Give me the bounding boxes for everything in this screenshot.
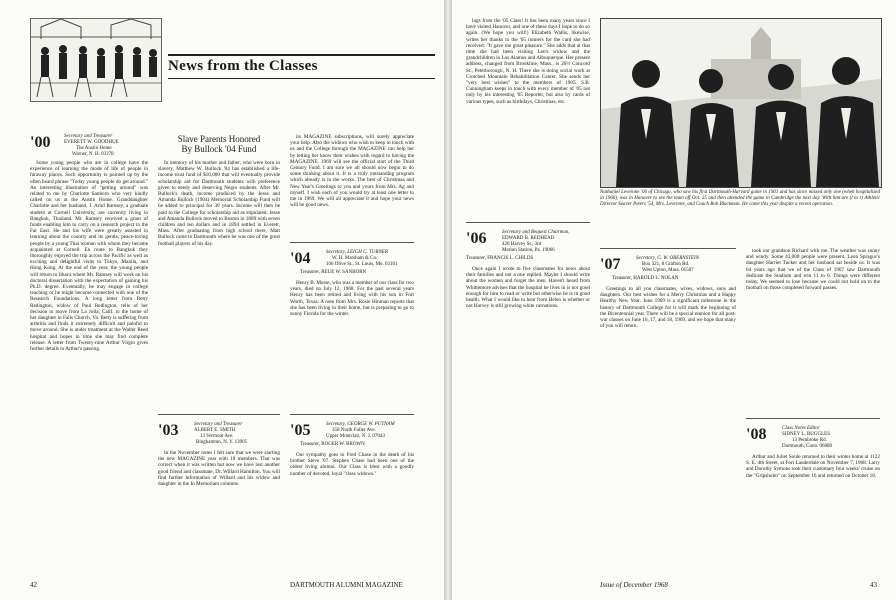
col3-text: its MAGAZINE subscriptions, will surely appreciate your help. Also the widows who wish to keep in touch with us and the College through the MAGAZINE can help her by letting her know their wishes with regard to having the MAGAZINE. 1969 will see the official start of the Third Century Fund. I am sure we all should now begin to do some thinking about it. It is a truly outstanding program which already is in the works. The best of Christmas and New Year's Greetings to you and yours from Mrs. Ag and myself. I wish each of you would try at least one letter to me in 1969. We will all appreciate it and hope your news will be good news. [290, 134, 414, 209]
story-title-line1: Slave Parents Honored [177, 134, 261, 144]
divider-1903 [158, 414, 280, 415]
class-address2-1908: Dartmouth, Conn. 06880 [782, 444, 832, 449]
class-treasurer-1907: Treasurer, HAROLD L. NOLAN [612, 276, 679, 281]
class-address2-1906: Merion Station, Pa. 19066 [502, 248, 555, 253]
right-col4-text: took our grandson Richard with me. The weather was sunny and windy. Some 43,000 people were present. Leon Spraguc's daughter Harriet Tucker and her husband sat beside us. It was 64 years ago that we of the Class of 1907 saw Dartmouth dedicate the Stadium and win 11 to 0. Things were different today. We seemed to lose because we could not hold on to the football on those completed forward passes. [746, 248, 880, 292]
class-1904-body [290, 280, 414, 406]
class-role-1905: Secretary, GEORGE W. PUTNAM [326, 422, 395, 427]
page-number-right: 43 [870, 581, 877, 589]
class-1904-text: Henry B. Morse, who was a member of our class for two years, died on July 12, 1968. For the past several years Henry has been retired and living with his son in Fort Worth, Texas. A note from Mrs. Rosie Hinman reports that she has been living in their home, but is preparing to go to sunny Florida for the winter. [290, 280, 414, 318]
class-1903-body [158, 450, 280, 576]
class-role-1903: Secretary and Treasurer [194, 422, 243, 427]
class-treasurer-1906: Treasurer, FRANCIS L. CHILDS [466, 256, 534, 261]
class-address1-1900: The Austin Home [76, 146, 112, 151]
class-name-1904: W. H. Marsham & Co. [332, 256, 378, 261]
class-1900-text: Some young people who are in college have the experience of learning the mode of life of people in faraway places. Such opportunity is pointed up by the often heard phrase "Today young people do get around." An interesting illustration of "getting around" was related to me by Charlotte Sanborn who very kindly called on us at the Austin Home. Granddaughter Charlotte and her husband, J. Arnd Ramsey, a graduate student at Cornell University, are currently living in Bangkok, Thailand. Mr. Ramsey received a grant of funds enabling him to carry on a research project in the Far East. He and his wife were greatly assisted in learning about the country and its gentle, peace-loving people by a young Thai woman with whom they became acquainted at Cornell. En route to Bangkok they thoroughly enjoyed the trip across the Pacific as well as exciting and delightful visits to Tokyo, Manila, and Hong Kong. At the end of the year, the young people will return to Ithaca where Mr. Ramsey will work on his doctoral dissertation with the expectation of gaining his Ph.D. degree. Eventually, he may engage in college teaching or he might become connected with one of the Research Foundations. A long letter from Betty Redington, widow of Paul Redington, tells of her decision to move from La Jolla, Calif. to the home of her daughter in Falls Church, Va. Betty is suffering from arthritis and finds it extremely difficult and painful to move around. She is under treatment at the Walter Reed hospital and hopes in time she may find complete release. A letter from Twenty-nine Arthur Virgin gives further details to Arthur's passing. [30, 160, 148, 353]
class-photo [600, 18, 882, 188]
right-col1-body [466, 18, 590, 218]
divider-1904 [290, 242, 414, 243]
story-text: In memory of his mother and father, who were born in slavery, Matthew W. Bullock '04 has established a life-income trust fund of $10,000 that will eventually provide scholarship aid for Dartmouth students with preference given to needy and deserving Negro students. After Mr. Bullock's death, income produced by the Jesse and Amanda Bullock (1904) Memorial Scholarship Fund will be added to principal for 30 years. Income will then be paid to the College for scholarship aid as stipulated. Jesse and Amanda Bullock moved to Boston in 1889 with seven children and ten dollars and in 1894 settled in Everett, Mass. After graduating from high school there, Matt Bullock came to Dartmouth where he was one of the great football players of his day. [158, 160, 280, 247]
class-1907-text: Greetings to all you classmates, wives, widows, sons and daughters. Our best wishes for a Merry Christmas and a Happy Healthy New Year. June 1969 is a significant milestone in the history of Dartmouth College for it will mark the beginning of the Bicentennial year. There will be a special reunion for all post-war classes on June 16, 17, and 18, 1969, and we hope that many of you will return. [600, 286, 736, 330]
class-1906-text: Once again I wrote to five classmates for news about their families and not a one replied. Maybe I should write about the women and forget the men. Haven't heard from Whittemore advises that the hospital he lives in is not good enough for him to read or write but otherwise he is in good health. What I would like to hear from Helen is whether or not Harvey is still growing white carnations. [466, 266, 590, 310]
class-name-1903: ALBERT E. SMITH [194, 428, 236, 433]
class-address1-1907: West Upton, Mass. 01587 [642, 268, 694, 273]
class-address1-1905: Upper Montclair, N. J. 07043 [326, 434, 385, 439]
masthead [30, 18, 435, 100]
class-1900-body [30, 160, 148, 576]
class-name-1905: 358 North Fuller Ave. [332, 428, 376, 433]
class-1905-text: Our sympathy goes to Fred Chase in the death of his brother Steve '07. Stephen Chase had been one of the oldest living alumni. Our Class is blest with a goodly number of devoted, loyal "class widows." [290, 452, 414, 477]
class-name-1907: Box 321, 8 Grafton Rd. [642, 262, 690, 267]
class-year-1908: '08 [746, 426, 767, 443]
story-title-line2: By Bullock '04 Fund [181, 144, 257, 154]
class-name-1908: SIDNEY L. RUGGLES [782, 432, 831, 437]
class-1905-body [290, 452, 414, 576]
class-year-1905: '05 [290, 422, 311, 439]
class-address2-1900: Warner, N. H. 03278 [72, 152, 114, 157]
col3-body [290, 134, 414, 238]
gutter [444, 0, 452, 600]
page-number-left: 42 [30, 581, 37, 589]
right-col4-body [746, 248, 880, 414]
story-title [158, 134, 280, 154]
right-col1-text: lugs from the '05 Class! It has been many years since I have visited Hanover, and one of these days I hope to do so again. (We hope you will!) Elizabeth Wallis, likewise, writes her thanks to the '05 runners for the card she had received: "It gave me great pleasure." She adds that at that time she had been visiting Len's widow and the grandchildren in Los Alamos and Albuquerque. Her present address, changed from Brookline, Mass., is 26½ Concord St., Peterborough, N. H. There she is doing social work at Crotched Mountain Rehabilitation Center. She sends her "very best wishes" to the members of 1905. S.B. Cunningham keeps in touch with every member of '05 not only by his interesting '05 Reporter, but also by cards of various types, such as birthdays, Christmas, etc. [466, 18, 590, 105]
class-role-1900: Secretary and Treasurer [64, 134, 113, 139]
footer-left: DARTMOUTH ALUMNI MAGAZINE [290, 581, 403, 589]
section-title: News from the Classes [168, 58, 318, 74]
class-treasurer-1905: Treasurer, ROGER W. BROWN [300, 442, 365, 447]
right-page [452, 0, 896, 600]
class-address1-1903: 13 Vermont Ave. [200, 434, 234, 439]
class-1907-body [600, 286, 736, 576]
class-year-1904: '04 [290, 250, 311, 267]
class-role-1904: Secretary, LEIGH C. TURNER [326, 250, 388, 255]
photo-caption: Nathaniel Leverone '06 of Chicago, who saw his first Dartmouth-Harvard game in 1901 and has since missed only one (when hospitalized in 1966), was in Hanover to see the team off Oct. 25 and then attended the game in Cambridge the next day. With him are (l to r) Athletic Director Seaver Peters '54, Mrs. Leverone, and Coach Bob Blackman. He came this year despite a recent operation. [600, 190, 880, 207]
class-address1-1906: 420 Harvey St., 3rd [502, 242, 542, 247]
class-role-1908: Class Notes Editor [782, 426, 820, 431]
class-address1-1908: 13 Pembroke Rd. [792, 438, 827, 443]
footer-right: Issue of December 1968 [600, 581, 668, 589]
class-role-1906: Secretary and Bequest Chairman, [502, 230, 570, 235]
title-rule-top [168, 54, 435, 56]
divider-1907 [600, 248, 736, 249]
title-rule-bottom [168, 78, 435, 79]
left-page [0, 0, 444, 600]
class-name-1906: EDWARD B. REDHEAD [502, 236, 555, 241]
story-body [158, 160, 280, 410]
class-address2-1903: Binghamton, N. Y. 13905 [196, 440, 248, 445]
class-role-1907: Secretary, G. W. OBERNSTEIN [636, 256, 699, 261]
class-year-1900: '00 [30, 134, 51, 151]
divider-1908 [746, 418, 880, 419]
class-treasurer-1904: Treasurer, REUE W. SANBORN [300, 270, 367, 275]
divider-1905 [290, 414, 414, 415]
masthead-illustration [30, 18, 162, 102]
class-1908-text: Arthur and Juliet Soule returned to their winter home at 1122 S. E. 4th Street, at Fort Lauderdale on November 7, 1968. Larry and Dorothy Symons took their customary four weeks' cruise on the "Gripsholm" on September 16 and returned on October 18. [746, 454, 880, 479]
class-1903-text: In the November notes I felt sure that we were starting the new MAGAZINE year with 18 members. That was correct when it was written but now we have lost another good friend and classmate, Dr. Willard Hamilton. You will find further information of Willard and his widow and daughter in the In Memoriam columns. [158, 450, 280, 488]
class-1908-body [746, 454, 880, 576]
class-name-1900: EVERETT W. GOODHUE [64, 140, 119, 145]
class-year-1903: '03 [158, 422, 179, 439]
class-1906-body [466, 266, 590, 576]
divider-1906 [466, 222, 590, 223]
class-year-1907: '07 [600, 256, 621, 273]
class-address1-1904: 106 Olive St., St. Louis, Mo. 63101 [326, 262, 398, 267]
class-year-1906: '06 [466, 230, 487, 247]
